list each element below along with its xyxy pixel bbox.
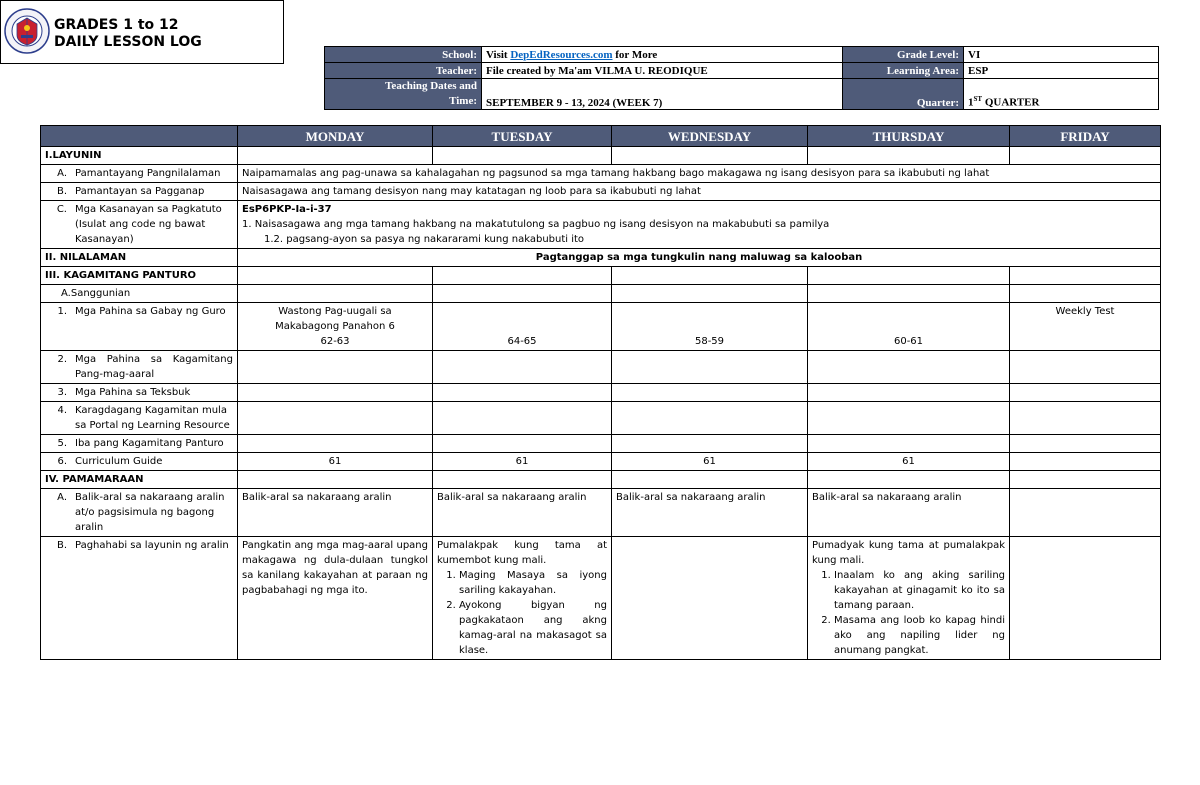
balik-aral-thursday: Balik-aral sa nakaraang aralin [808, 489, 1010, 537]
day-tuesday: TUESDAY [433, 126, 612, 147]
row-paghahabi [41, 537, 1161, 660]
cell-empty [1010, 351, 1161, 384]
cell-empty [238, 471, 433, 489]
balik-aral-tuesday: Balik-aral sa nakaraang aralin [433, 489, 612, 537]
day-monday: MONDAY [238, 126, 433, 147]
label-curriculum-guide [41, 453, 238, 471]
teaching-dates-label-line2: Time: [449, 95, 477, 107]
cell-empty [238, 384, 433, 402]
gabay-monday-line2: Makabagong Panahon 6 [275, 321, 395, 332]
num-3: 3. [57, 387, 67, 398]
label-text: Karagdagang Kagamitan mula sa Portal ng Learning Resource [75, 405, 230, 431]
school-value-suffix: for More [612, 48, 658, 61]
header-title-block [0, 0, 284, 64]
row-kagamitan [41, 267, 1161, 285]
day-thursday: THURSDAY [808, 126, 1010, 147]
label-text: Paghahabi sa layunin ng aralin [75, 540, 229, 551]
label-pamantayang-pangnilalaman [41, 165, 238, 183]
gabay-friday: Weekly Test [1010, 303, 1161, 351]
cell-empty [808, 471, 1010, 489]
cell-empty [612, 537, 808, 660]
school-value [482, 47, 843, 63]
grade-level-value: VI [964, 47, 1159, 63]
value-pamantayang-pangnilalaman: Naipamamalas ang pag-unawa sa kahalagahan ng pagsunod sa mga tamang hakbang bago makagawa ng isang desisyon para sa ikabubuti ng lahat [238, 165, 1161, 183]
cell-empty [808, 147, 1010, 165]
depedresources-link[interactable]: DepEdResources.com [510, 48, 613, 61]
cell-empty [1010, 435, 1161, 453]
cell-empty [238, 402, 433, 435]
paghahabi-monday: Pangkatin ang mga mag-aaral upang makagawa ng dula-dulaan tungkol sa kanilang kakayahan at paraan ng pagbabahagi ng mga ito. [238, 537, 433, 660]
paghahabi-thursday [808, 537, 1010, 660]
cell-empty [433, 267, 612, 285]
label-text: Pamantayan sa Pagganap [75, 186, 205, 197]
header-info-table [324, 46, 1159, 110]
list-item: 2. Ayokong bigyan ng pagkakataon ang akng kamag-aral na makasagot sa klase. [459, 598, 607, 658]
cell-empty [433, 351, 612, 384]
label-text: Mga Pahina sa Kagamitang Pang-mag-aaral [75, 354, 233, 380]
cell-empty [238, 147, 433, 165]
paghahabi-thursday-intro: Pumadyak kung tama at pumalakpak kung mali. [812, 540, 1005, 566]
row-kasanayan [41, 201, 1161, 249]
quarter-number: 1 [968, 97, 974, 109]
label-text: Pamantayang Pangnilalaman [75, 168, 221, 179]
balik-aral-wednesday: Balik-aral sa nakaraang aralin [612, 489, 808, 537]
cell-empty [1010, 453, 1161, 471]
cell-empty [612, 147, 808, 165]
value-nilalaman: Pagtanggap sa mga tungkulin nang maluwag sa kalooban [238, 249, 1161, 267]
cell-empty [433, 147, 612, 165]
cell-empty [808, 351, 1010, 384]
label-text: Curriculum Guide [75, 456, 163, 467]
teaching-dates-value: SEPTEMBER 9 - 13, 2024 (WEEK 7) [482, 79, 843, 110]
row-pamantayang-pangnilalaman [41, 165, 1161, 183]
cell-empty [612, 384, 808, 402]
cg-monday: 61 [238, 453, 433, 471]
day-friday: FRIDAY [1010, 126, 1161, 147]
gabay-monday-line1: Wastong Pag-uugali sa [278, 306, 392, 317]
lesson-log-table [40, 125, 1161, 660]
cell-empty [433, 384, 612, 402]
label-balik-aral [41, 489, 238, 537]
label-karagdagang-kagamitan [41, 402, 238, 435]
num-4: 4. [57, 405, 67, 416]
cell-empty [238, 351, 433, 384]
school-value-prefix: Visit [486, 48, 511, 61]
cell-empty [238, 267, 433, 285]
num-1: 1. [57, 306, 67, 317]
title-line-2: DAILY LESSON LOG [54, 34, 202, 50]
cell-empty [612, 402, 808, 435]
balik-aral-monday: Balik-aral sa nakaraang aralin [238, 489, 433, 537]
cell-empty [433, 435, 612, 453]
title-line-1: GRADES 1 to 12 [54, 17, 179, 33]
row-karagdagang-kagamitan [41, 402, 1161, 435]
section-pamamaraan: IV. PAMAMARAAN [41, 471, 238, 489]
section-layunin: I.LAYUNIN [41, 147, 238, 165]
label-kagamitang-mag-aaral [41, 351, 238, 384]
paghahabi-tuesday [433, 537, 612, 660]
paghahabi-thursday-list [812, 568, 1005, 658]
label-text: Iba pang Kagamitang Panturo [75, 438, 224, 449]
section-nilalaman: II. NILALAMAN [41, 249, 238, 267]
cell-empty [1010, 384, 1161, 402]
num-6: 6. [57, 456, 67, 467]
cg-wednesday: 61 [612, 453, 808, 471]
row-pamantayan-sa-pagganap [41, 183, 1161, 201]
label-paghahabi [41, 537, 238, 660]
learning-area-value: ESP [964, 63, 1159, 79]
quarter-text: QUARTER [982, 97, 1040, 109]
cell-empty [808, 267, 1010, 285]
competency-item-1: 1. Naisasagawa ang mga tamang hakbang na makatutulong sa pagbuo ng isang desisyon na makabubuti sa pamilya [242, 219, 830, 230]
competency-item-2: 1.2. pagsang-ayon sa pasya ng nakararami kung nakabubuti ito [264, 234, 585, 245]
cell-empty [433, 285, 612, 303]
competency-code: EsP6PKP-Ia-i-37 [242, 204, 332, 215]
row-teksbuk [41, 384, 1161, 402]
gabay-thursday: 60-61 [808, 303, 1010, 351]
row-kagamitang-mag-aaral [41, 351, 1161, 384]
paghahabi-tuesday-list [437, 568, 607, 658]
cell-empty [808, 435, 1010, 453]
num-5: 5. [57, 438, 67, 449]
cell-empty [1010, 267, 1161, 285]
teacher-value: File created by Ma'am VILMA U. REODIQUE [482, 63, 843, 79]
quarter-suffix: ST [973, 95, 983, 104]
list-item: 1. Maging Masaya sa iyong sariling kakayahan. [459, 568, 607, 598]
deped-seal-icon [4, 8, 50, 54]
day-header-row [41, 126, 1161, 147]
cg-tuesday: 61 [433, 453, 612, 471]
cell-empty [1010, 147, 1161, 165]
cell-empty [1010, 285, 1161, 303]
row-balik-aral [41, 489, 1161, 537]
label-note: (Isulat ang code ng bawat Kasanayan) [75, 219, 206, 245]
cell-empty [238, 435, 433, 453]
school-label: School: [325, 47, 482, 63]
label-gabay-ng-guro [41, 303, 238, 351]
letter-c: C. [56, 204, 67, 215]
gabay-tuesday: 64-65 [433, 303, 612, 351]
row-iba-pang-kagamitan [41, 435, 1161, 453]
list-item: 1. Inaalam ko ang aking sariling kakayahan at ginagamit ko ito sa tamang paraan. [834, 568, 1005, 613]
row-nilalaman [41, 249, 1161, 267]
teacher-label: Teacher: [325, 63, 482, 79]
quarter-label: Quarter: [843, 79, 964, 110]
label-kasanayan [41, 201, 238, 249]
quarter-value [964, 79, 1159, 110]
cg-thursday: 61 [808, 453, 1010, 471]
gabay-monday [238, 303, 433, 351]
value-kasanayan [238, 201, 1161, 249]
label-text: Balik-aral sa nakaraang aralin at/o pagsisimula ng bagong aralin [75, 492, 225, 533]
label-iba-pang-kagamitan [41, 435, 238, 453]
teaching-dates-label [325, 79, 482, 110]
day-header-blank [41, 126, 238, 147]
row-pamamaraan [41, 471, 1161, 489]
cell-empty [612, 471, 808, 489]
row-gabay-ng-guro [41, 303, 1161, 351]
label-text: Mga Pahina sa Teksbuk [75, 387, 191, 398]
num-2: 2. [57, 354, 67, 365]
cell-empty [433, 471, 612, 489]
row-layunin [41, 147, 1161, 165]
grade-level-label: Grade Level: [843, 47, 964, 63]
learning-area-label: Learning Area: [843, 63, 964, 79]
label-text: Mga Kasanayan sa Pagkatuto [75, 204, 222, 215]
letter-a: A. [57, 168, 67, 179]
cell-empty [612, 285, 808, 303]
paghahabi-tuesday-intro: Pumalakpak kung tama at kumembot kung mali. [437, 540, 607, 566]
cell-empty [808, 285, 1010, 303]
day-wednesday: WEDNESDAY [612, 126, 808, 147]
cell-empty [612, 267, 808, 285]
list-item: 2. Masama ang loob ko kapag hindi ako ang napiling lider ng anumang pangkat. [834, 613, 1005, 658]
gabay-monday-line3: 62-63 [320, 336, 350, 347]
cell-empty [808, 402, 1010, 435]
gabay-wednesday: 58-59 [612, 303, 808, 351]
cell-empty [612, 351, 808, 384]
cell-empty [238, 285, 433, 303]
teaching-dates-label-line1: Teaching Dates and [385, 80, 477, 92]
section-sanggunian: A.Sanggunian [41, 285, 238, 303]
row-sanggunian [41, 285, 1161, 303]
label-pamantayan-sa-pagganap [41, 183, 238, 201]
cell-empty [808, 384, 1010, 402]
letter-b: B. [56, 186, 67, 197]
cell-empty [1010, 489, 1161, 537]
cell-empty [612, 435, 808, 453]
cell-empty [1010, 402, 1161, 435]
cell-empty [1010, 537, 1161, 660]
cell-empty [1010, 471, 1161, 489]
row-curriculum-guide [41, 453, 1161, 471]
section-kagamitan: III. KAGAMITANG PANTURO [41, 267, 238, 285]
cell-empty [433, 402, 612, 435]
letter-b: B. [56, 540, 67, 551]
letter-a: A. [57, 492, 67, 503]
value-pamantayan-sa-pagganap: Naisasagawa ang tamang desisyon nang may katatagan ng loob para sa ikabubuti ng lahat [238, 183, 1161, 201]
label-teksbuk [41, 384, 238, 402]
label-text: Mga Pahina sa Gabay ng Guro [75, 306, 226, 317]
